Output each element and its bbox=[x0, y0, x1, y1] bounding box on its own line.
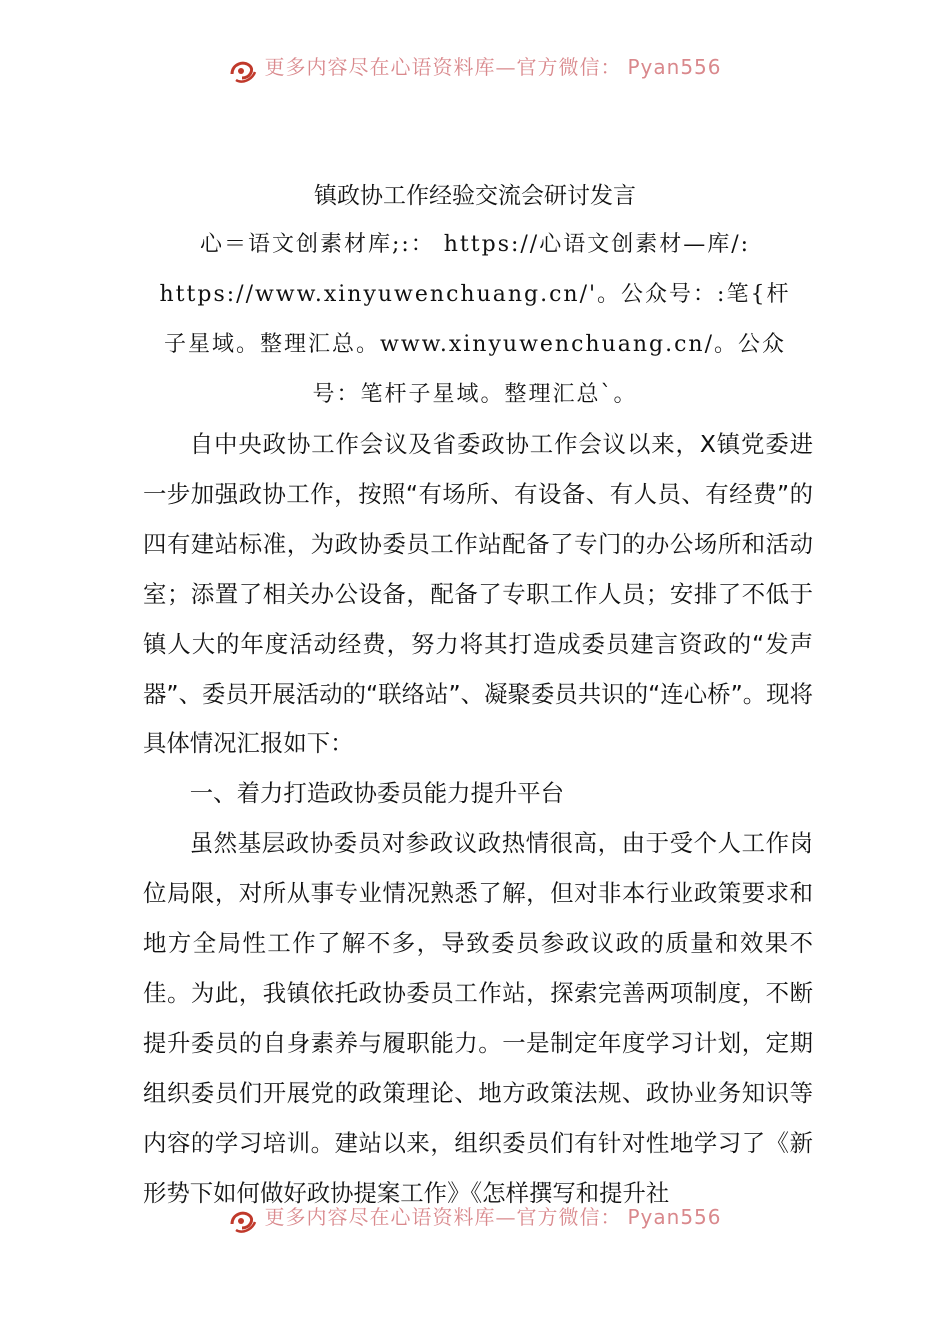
watermark-line: 子星域。整理汇总。www.xinyuwenchuang.cn/。公众 bbox=[163, 332, 787, 357]
footer-banner-text: 更多内容尽在心语资料库—官方微信： Pyan556 bbox=[264, 1206, 722, 1229]
footer-banner bbox=[0, 1206, 950, 1236]
logo-icon bbox=[228, 1208, 258, 1234]
header-banner-text: 更多内容尽在心语资料库—官方微信： Pyan556 bbox=[264, 56, 722, 79]
document-body bbox=[143, 420, 813, 1219]
watermark-line: 号：笔杆子星域。整理汇总`。 bbox=[312, 382, 638, 407]
header-banner-id: Pyan556 bbox=[627, 56, 722, 79]
section-heading: 一、着力打造政协委员能力提升平台 bbox=[189, 779, 565, 808]
watermark-line: https://www.xinyuwenchuang.cn/'。公众号：:笔{杆 bbox=[159, 282, 791, 307]
logo-icon bbox=[228, 58, 258, 84]
footer-banner-id: Pyan556 bbox=[627, 1206, 722, 1229]
watermark-line: 心＝语文创素材库;:： https://心语文创素材—库/: bbox=[199, 232, 751, 257]
header-banner bbox=[0, 56, 950, 86]
body-paragraph: 自中央政协工作会议及省委政协工作会议以来，X镇党委进一步加强政协工作，按照“有场所、有设备、有人员、有经费”的四有建站标准，为政协委员工作站配备了专门的办公场所和活动室；添置了相关办公设备，配备了专职工作人员；安排了不低于镇人大的年度活动经费，努力将其打造成委员建言资政的“发声器”、委员开展活动的“联络站”、凝聚委员共识的“连心桥”。现将具体情况汇报如下： bbox=[143, 430, 813, 758]
page-title: 镇政协工作经验交流会研讨发言 bbox=[314, 183, 636, 209]
body-paragraph: 虽然基层政协委员对参政议政热情很高，由于受个人工作岗位局限，对所从事专业情况熟悉了解，但对非本行业政策要求和地方全局性工作了解不多，导致委员参政议政的质量和效果不佳。为此，我镇依托政协委员工作站，探索完善两项制度，不断提升委员的自身素养与履职能力。一是制定年度学习计划，定期组织委员们开展党的政策理论、地方政策法规、政协业务知识等内容的学习培训。建站以来，组织委员们有针对性地学习了《新形势下如何做好政协提案工作》《怎样撰写和提升社 bbox=[143, 829, 813, 1207]
